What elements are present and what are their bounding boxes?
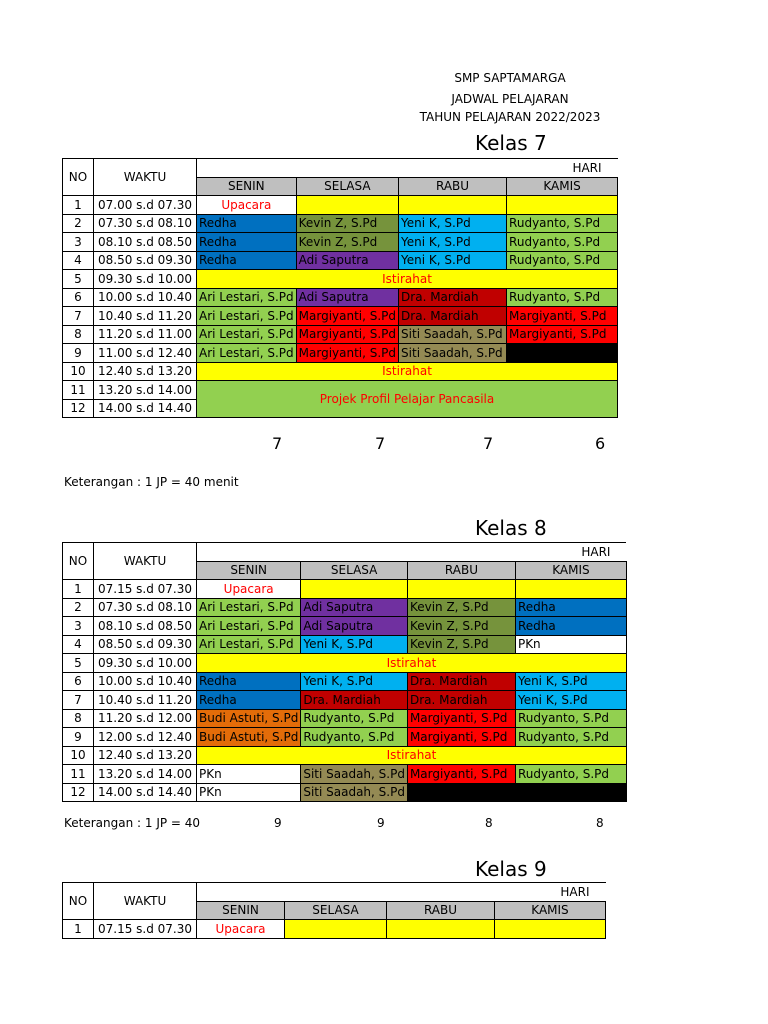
schedule-cell: Yeni K, S.Pd <box>515 672 626 691</box>
schedule-cell: Ari Lestari, S.Pd <box>197 617 301 636</box>
row-number: 12 <box>63 783 94 802</box>
schedule-cell <box>399 196 507 215</box>
kelas8-schedule-table <box>62 542 627 802</box>
schedule-cell: Rudyanto, S.Pd <box>515 765 626 784</box>
schedule-cell: Dra. Mardiah <box>399 307 507 326</box>
schedule-cell: Ari Lestari, S.Pd <box>197 344 297 363</box>
schedule-cell: Margiyanti, S.Pd <box>407 765 515 784</box>
schedule-cell: Rudyanto, S.Pd <box>515 728 626 747</box>
kelas7-total-rabu: 7 <box>483 434 494 453</box>
schedule-cell: Margiyanti, S.Pd <box>296 325 398 344</box>
day-header-senin: SENIN <box>197 901 285 920</box>
table-row <box>63 196 618 215</box>
table-row <box>63 728 627 747</box>
no-header: NO <box>63 159 94 196</box>
schedule-cell: Upacara <box>197 196 297 215</box>
table-row <box>63 288 618 307</box>
row-number: 7 <box>63 691 94 710</box>
day-header-rabu: RABU <box>387 901 495 920</box>
schedule-cell: Kevin Z, S.Pd <box>407 598 515 617</box>
row-number: 9 <box>63 344 94 363</box>
kelas8-total-rabu: 8 <box>485 816 493 830</box>
schedule-cell: Margiyanti, S.Pd <box>407 709 515 728</box>
schedule-cell: Redha <box>197 214 297 233</box>
day-header-kamis: KAMIS <box>495 901 606 920</box>
table-row <box>63 672 627 691</box>
row-time: 11.20 s.d 12.00 <box>94 709 197 728</box>
row-time: 08.10 s.d 08.50 <box>94 233 197 252</box>
schedule-cell: Yeni K, S.Pd <box>399 214 507 233</box>
schedule-cell: Upacara <box>197 920 285 939</box>
row-time: 08.50 s.d 09.30 <box>94 635 197 654</box>
schedule-cell: Adi Saputra <box>296 288 398 307</box>
table-row <box>63 214 618 233</box>
row-number: 8 <box>63 709 94 728</box>
merged-slot: Istirahat <box>197 746 627 765</box>
schedule-cell <box>407 580 515 599</box>
schedule-cell: Rudyanto, S.Pd <box>507 251 618 270</box>
table-row <box>63 598 627 617</box>
row-number: 10 <box>63 362 94 381</box>
row-number: 4 <box>63 251 94 270</box>
schedule-cell: Rudyanto, S.Pd <box>507 288 618 307</box>
table-row <box>63 709 627 728</box>
kelas7-schedule-table <box>62 158 618 418</box>
academic-year: TAHUN PELAJARAN 2022/2023 <box>419 110 601 124</box>
row-number: 2 <box>63 598 94 617</box>
merged-slot: Istirahat <box>197 362 618 381</box>
schedule-cell: Redha <box>197 672 301 691</box>
merged-slot: Istirahat <box>197 654 627 673</box>
table-row <box>63 381 618 400</box>
row-number: 7 <box>63 307 94 326</box>
table-row <box>63 362 618 381</box>
row-number: 10 <box>63 746 94 765</box>
row-time: 07.00 s.d 07.30 <box>94 196 197 215</box>
schedule-cell: Ari Lestari, S.Pd <box>197 307 297 326</box>
schedule-cell: Siti Saadah, S.Pd <box>399 325 507 344</box>
day-header-senin: SENIN <box>197 561 301 580</box>
schedule-cell: Siti Saadah, S.Pd <box>301 765 408 784</box>
kelas8-note: Keterangan : 1 JP = 40 <box>64 816 201 830</box>
day-header-selasa: SELASA <box>285 901 387 920</box>
schedule-cell: Rudyanto, S.Pd <box>515 709 626 728</box>
schedule-cell: Rudyanto, S.Pd <box>301 728 408 747</box>
table-row <box>63 691 627 710</box>
schedule-cell: Ari Lestari, S.Pd <box>197 288 297 307</box>
schedule-cell: Kevin Z, S.Pd <box>296 214 398 233</box>
schedule-cell <box>301 580 408 599</box>
schedule-cell <box>495 920 606 939</box>
row-time: 10.40 s.d 11.20 <box>94 691 197 710</box>
row-number: 11 <box>63 381 94 400</box>
schedule-cell: Margiyanti, S.Pd <box>507 307 618 326</box>
table-row <box>63 580 627 599</box>
schedule-cell: Redha <box>197 691 301 710</box>
row-time: 09.30 s.d 10.00 <box>94 270 197 289</box>
document-title: JADWAL PELAJARAN <box>451 92 569 106</box>
row-time: 10.00 s.d 10.40 <box>94 672 197 691</box>
schedule-cell: Margiyanti, S.Pd <box>507 325 618 344</box>
kelas7-title: Kelas 7 <box>475 131 547 155</box>
row-time: 09.30 s.d 10.00 <box>94 654 197 673</box>
schedule-cell: Rudyanto, S.Pd <box>507 214 618 233</box>
kelas8-total-selasa: 9 <box>377 816 385 830</box>
row-time: 11.00 s.d 12.40 <box>94 344 197 363</box>
schedule-cell: Margiyanti, S.Pd <box>296 307 398 326</box>
merged-slot: Istirahat <box>197 270 618 289</box>
schedule-cell: Redha <box>197 251 297 270</box>
schedule-cell: Yeni K, S.Pd <box>399 233 507 252</box>
row-number: 8 <box>63 325 94 344</box>
kelas8-total-senin: 9 <box>274 816 282 830</box>
schedule-cell: Upacara <box>197 580 301 599</box>
schedule-cell: Yeni K, S.Pd <box>301 672 408 691</box>
row-number: 4 <box>63 635 94 654</box>
row-time: 13.20 s.d 14.00 <box>94 381 197 400</box>
row-number: 1 <box>63 196 94 215</box>
schedule-cell <box>387 920 495 939</box>
row-number: 6 <box>63 288 94 307</box>
day-header-senin: SENIN <box>197 177 297 196</box>
table-row <box>63 251 618 270</box>
day-header-selasa: SELASA <box>301 561 408 580</box>
schedule-cell: Adi Saputra <box>301 598 408 617</box>
row-number: 9 <box>63 728 94 747</box>
schedule-cell: Rudyanto, S.Pd <box>301 709 408 728</box>
row-time: 12.00 s.d 12.40 <box>94 728 197 747</box>
table-row <box>63 920 606 939</box>
table-row <box>63 270 618 289</box>
schedule-cell <box>515 783 626 802</box>
schedule-cell: Siti Saadah, S.Pd <box>399 344 507 363</box>
table-row <box>63 617 627 636</box>
row-time: 14.00 s.d 14.40 <box>94 783 197 802</box>
schedule-cell: Kevin Z, S.Pd <box>407 617 515 636</box>
schedule-cell: Margiyanti, S.Pd <box>296 344 398 363</box>
row-time: 10.40 s.d 11.20 <box>94 307 197 326</box>
schedule-cell: Budi Astuti, S.Pd <box>197 709 301 728</box>
no-header: NO <box>63 883 94 920</box>
kelas9-title: Kelas 9 <box>475 857 547 881</box>
row-number: 2 <box>63 214 94 233</box>
table-row <box>63 233 618 252</box>
hari-header: HARI <box>197 159 618 178</box>
kelas7-total-selasa: 7 <box>375 434 386 453</box>
schedule-cell: Ari Lestari, S.Pd <box>197 635 301 654</box>
row-time: 12.40 s.d 13.20 <box>94 362 197 381</box>
kelas8-total-kamis: 8 <box>596 816 604 830</box>
schedule-cell: Kevin Z, S.Pd <box>296 233 398 252</box>
schedule-cell: Adi Saputra <box>301 617 408 636</box>
schedule-cell: Redha <box>197 233 297 252</box>
row-time: 08.50 s.d 09.30 <box>94 251 197 270</box>
waktu-header: WAKTU <box>94 883 197 920</box>
table-row <box>63 307 618 326</box>
no-header: NO <box>63 543 94 580</box>
schedule-cell: Budi Astuti, S.Pd <box>197 728 301 747</box>
day-header-selasa: SELASA <box>296 177 398 196</box>
schedule-cell <box>515 580 626 599</box>
row-number: 11 <box>63 765 94 784</box>
schedule-cell: Redha <box>515 598 626 617</box>
schedule-cell: Yeni K, S.Pd <box>301 635 408 654</box>
day-header-kamis: KAMIS <box>515 561 626 580</box>
table-row <box>63 746 627 765</box>
schedule-cell <box>285 920 387 939</box>
kelas8-title: Kelas 8 <box>475 516 547 540</box>
row-time: 07.30 s.d 08.10 <box>94 598 197 617</box>
row-number: 1 <box>63 920 94 939</box>
schedule-cell <box>507 344 618 363</box>
waktu-header: WAKTU <box>94 543 197 580</box>
hari-header: HARI <box>197 543 627 562</box>
row-number: 6 <box>63 672 94 691</box>
schedule-cell: Kevin Z, S.Pd <box>407 635 515 654</box>
schedule-cell: Ari Lestari, S.Pd <box>197 598 301 617</box>
row-time: 07.30 s.d 08.10 <box>94 214 197 233</box>
schedule-cell: Siti Saadah, S.Pd <box>301 783 408 802</box>
schedule-cell <box>507 196 618 215</box>
row-number: 3 <box>63 233 94 252</box>
table-row <box>63 635 627 654</box>
schedule-cell <box>407 783 515 802</box>
row-number: 1 <box>63 580 94 599</box>
schedule-cell: Rudyanto, S.Pd <box>507 233 618 252</box>
day-header-kamis: KAMIS <box>507 177 618 196</box>
row-number: 5 <box>63 654 94 673</box>
merged-slot: Projek Profil Pelajar Pancasila <box>197 381 618 418</box>
schedule-cell: Redha <box>515 617 626 636</box>
row-number: 3 <box>63 617 94 636</box>
row-time: 12.40 s.d 13.20 <box>94 746 197 765</box>
kelas9-schedule-table <box>62 882 606 939</box>
schedule-cell: Adi Saputra <box>296 251 398 270</box>
kelas7-total-senin: 7 <box>272 434 283 453</box>
schedule-cell: Dra. Mardiah <box>301 691 408 710</box>
schedule-cell: Dra. Mardiah <box>407 672 515 691</box>
row-number: 5 <box>63 270 94 289</box>
school-name: SMP SAPTAMARGA <box>454 71 566 85</box>
schedule-cell: Ari Lestari, S.Pd <box>197 325 297 344</box>
table-row <box>63 783 627 802</box>
table-row <box>63 325 618 344</box>
schedule-cell <box>296 196 398 215</box>
row-time: 14.00 s.d 14.40 <box>94 399 197 418</box>
schedule-cell: Margiyanti, S.Pd <box>407 728 515 747</box>
table-row <box>63 344 618 363</box>
schedule-cell: Dra. Mardiah <box>399 288 507 307</box>
row-number: 12 <box>63 399 94 418</box>
row-time: 07.15 s.d 07.30 <box>94 920 197 939</box>
day-header-rabu: RABU <box>407 561 515 580</box>
row-time: 07.15 s.d 07.30 <box>94 580 197 599</box>
schedule-cell: PKn <box>197 783 301 802</box>
schedule-cell: Dra. Mardiah <box>407 691 515 710</box>
kelas7-total-kamis: 6 <box>595 434 606 453</box>
waktu-header: WAKTU <box>94 159 197 196</box>
table-row <box>63 654 627 673</box>
schedule-cell: Yeni K, S.Pd <box>399 251 507 270</box>
kelas7-note: Keterangan : 1 JP = 40 menit <box>64 475 239 489</box>
hari-header: HARI <box>197 883 606 902</box>
row-time: 08.10 s.d 08.50 <box>94 617 197 636</box>
schedule-cell: Yeni K, S.Pd <box>515 691 626 710</box>
row-time: 11.20 s.d 11.00 <box>94 325 197 344</box>
schedule-cell: PKn <box>515 635 626 654</box>
schedule-cell: PKn <box>197 765 301 784</box>
row-time: 13.20 s.d 14.00 <box>94 765 197 784</box>
row-time: 10.00 s.d 10.40 <box>94 288 197 307</box>
table-row <box>63 765 627 784</box>
day-header-rabu: RABU <box>399 177 507 196</box>
